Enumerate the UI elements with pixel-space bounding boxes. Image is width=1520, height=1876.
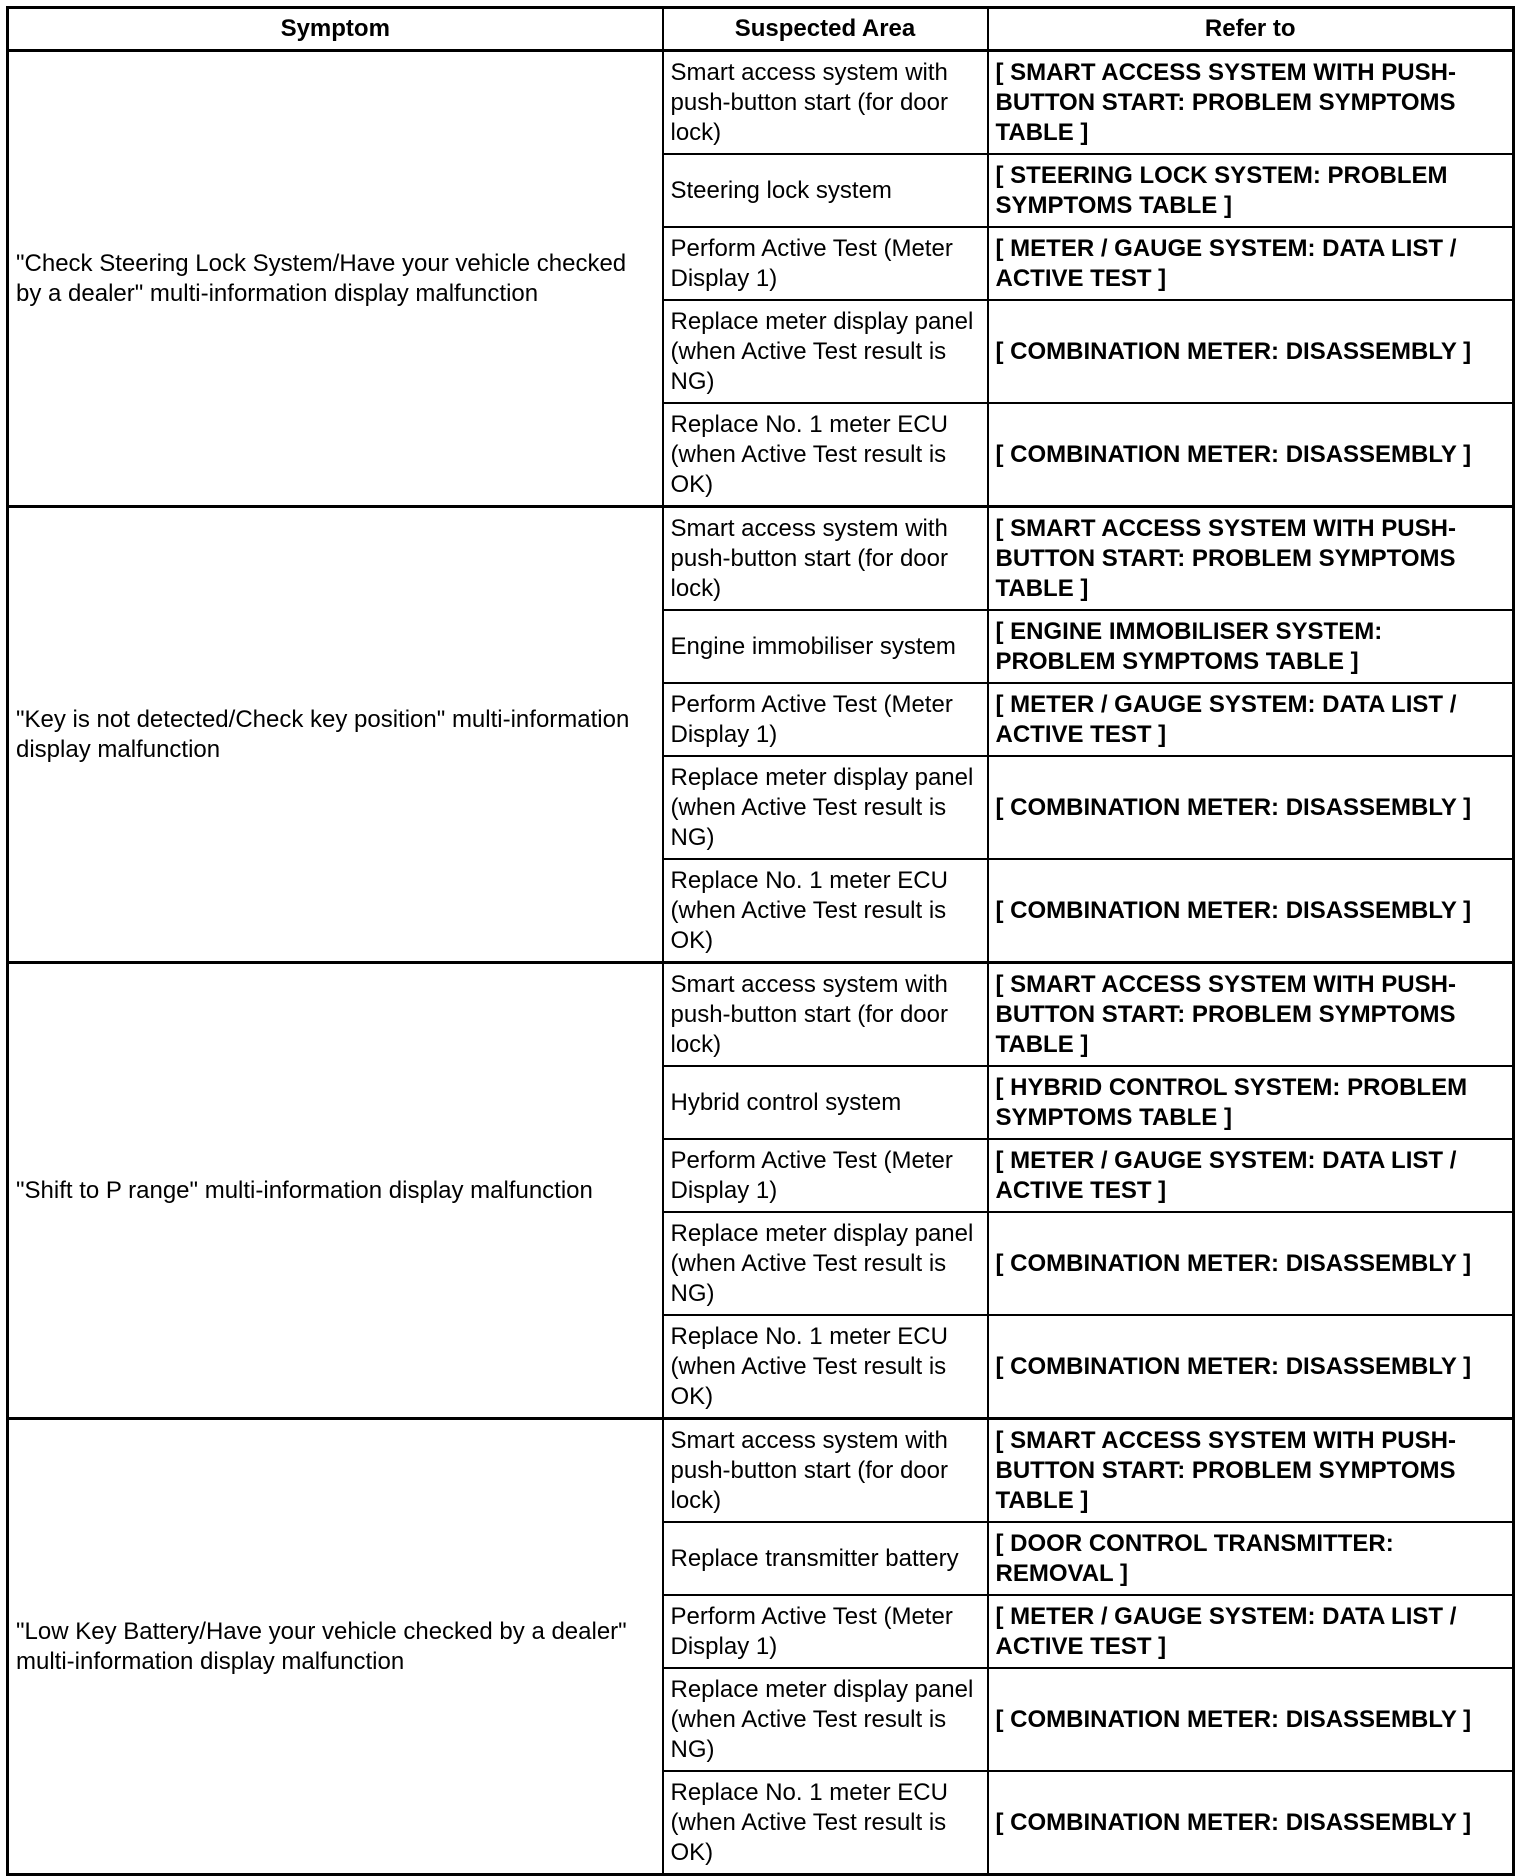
symptom-cell: "Shift to P range" multi-information display malfunction [8, 963, 663, 1419]
table-header-row [8, 8, 1514, 51]
suspected-area-cell: Perform Active Test (Meter Display 1) [663, 683, 988, 756]
suspected-area-cell: Smart access system with push-button start (for door lock) [663, 507, 988, 611]
refer-to-link[interactable]: [ COMBINATION METER: DISASSEMBLY ] [988, 403, 1514, 507]
suspected-area-cell: Smart access system with push-button start (for door lock) [663, 963, 988, 1067]
suspected-area-cell: Replace No. 1 meter ECU (when Active Test result is OK) [663, 403, 988, 507]
refer-to-link[interactable]: [ METER / GAUGE SYSTEM: DATA LIST / ACTIVE TEST ] [988, 1595, 1514, 1668]
suspected-area-cell: Steering lock system [663, 154, 988, 227]
suspected-area-cell: Replace transmitter battery [663, 1522, 988, 1595]
suspected-area-cell: Replace meter display panel (when Active Test result is NG) [663, 300, 988, 403]
refer-to-link[interactable]: [ STEERING LOCK SYSTEM: PROBLEM SYMPTOMS TABLE ] [988, 154, 1514, 227]
refer-to-link[interactable]: [ ENGINE IMMOBILISER SYSTEM: PROBLEM SYMPTOMS TABLE ] [988, 610, 1514, 683]
suspected-area-cell: Hybrid control system [663, 1066, 988, 1139]
refer-to-link[interactable]: [ SMART ACCESS SYSTEM WITH PUSH-BUTTON START: PROBLEM SYMPTOMS TABLE ] [988, 963, 1514, 1067]
suspected-area-cell: Perform Active Test (Meter Display 1) [663, 1139, 988, 1212]
suspected-area-cell: Replace No. 1 meter ECU (when Active Test result is OK) [663, 1315, 988, 1419]
table-row [8, 507, 1514, 611]
suspected-area-cell: Replace meter display panel (when Active Test result is NG) [663, 1668, 988, 1771]
symptom-cell: "Check Steering Lock System/Have your vehicle checked by a dealer" multi-information display malfunction [8, 51, 663, 507]
refer-to-link[interactable]: [ SMART ACCESS SYSTEM WITH PUSH-BUTTON START: PROBLEM SYMPTOMS TABLE ] [988, 1419, 1514, 1523]
header-suspected-area: Suspected Area [663, 8, 988, 51]
symptom-cell: "Key is not detected/Check key position" multi-information display malfunction [8, 507, 663, 963]
problem-symptoms-table [6, 6, 1515, 1876]
symptom-cell: "Low Key Battery/Have your vehicle checked by a dealer" multi-information display malfunction [8, 1419, 663, 1875]
suspected-area-cell: Replace No. 1 meter ECU (when Active Test result is OK) [663, 859, 988, 963]
suspected-area-cell: Replace No. 1 meter ECU (when Active Test result is OK) [663, 1771, 988, 1875]
refer-to-link[interactable]: [ COMBINATION METER: DISASSEMBLY ] [988, 1771, 1514, 1875]
suspected-area-cell: Replace meter display panel (when Active Test result is NG) [663, 1212, 988, 1315]
refer-to-link[interactable]: [ COMBINATION METER: DISASSEMBLY ] [988, 1668, 1514, 1771]
refer-to-link[interactable]: [ METER / GAUGE SYSTEM: DATA LIST / ACTIVE TEST ] [988, 1139, 1514, 1212]
refer-to-link[interactable]: [ COMBINATION METER: DISASSEMBLY ] [988, 1315, 1514, 1419]
suspected-area-cell: Replace meter display panel (when Active Test result is NG) [663, 756, 988, 859]
problem-symptoms-table-container [6, 6, 1512, 1876]
refer-to-link[interactable]: [ METER / GAUGE SYSTEM: DATA LIST / ACTIVE TEST ] [988, 227, 1514, 300]
refer-to-link[interactable]: [ METER / GAUGE SYSTEM: DATA LIST / ACTIVE TEST ] [988, 683, 1514, 756]
refer-to-link[interactable]: [ DOOR CONTROL TRANSMITTER: REMOVAL ] [988, 1522, 1514, 1595]
suspected-area-cell: Smart access system with push-button start (for door lock) [663, 1419, 988, 1523]
refer-to-link[interactable]: [ COMBINATION METER: DISASSEMBLY ] [988, 300, 1514, 403]
table-row [8, 963, 1514, 1067]
suspected-area-cell: Perform Active Test (Meter Display 1) [663, 1595, 988, 1668]
header-symptom: Symptom [8, 8, 663, 51]
suspected-area-cell: Perform Active Test (Meter Display 1) [663, 227, 988, 300]
table-row [8, 51, 1514, 155]
suspected-area-cell: Smart access system with push-button start (for door lock) [663, 51, 988, 155]
refer-to-link[interactable]: [ HYBRID CONTROL SYSTEM: PROBLEM SYMPTOMS TABLE ] [988, 1066, 1514, 1139]
header-refer-to: Refer to [988, 8, 1514, 51]
refer-to-link[interactable]: [ COMBINATION METER: DISASSEMBLY ] [988, 859, 1514, 963]
refer-to-link[interactable]: [ COMBINATION METER: DISASSEMBLY ] [988, 756, 1514, 859]
refer-to-link[interactable]: [ COMBINATION METER: DISASSEMBLY ] [988, 1212, 1514, 1315]
suspected-area-cell: Engine immobiliser system [663, 610, 988, 683]
table-row [8, 1419, 1514, 1523]
refer-to-link[interactable]: [ SMART ACCESS SYSTEM WITH PUSH-BUTTON START: PROBLEM SYMPTOMS TABLE ] [988, 51, 1514, 155]
refer-to-link[interactable]: [ SMART ACCESS SYSTEM WITH PUSH-BUTTON START: PROBLEM SYMPTOMS TABLE ] [988, 507, 1514, 611]
